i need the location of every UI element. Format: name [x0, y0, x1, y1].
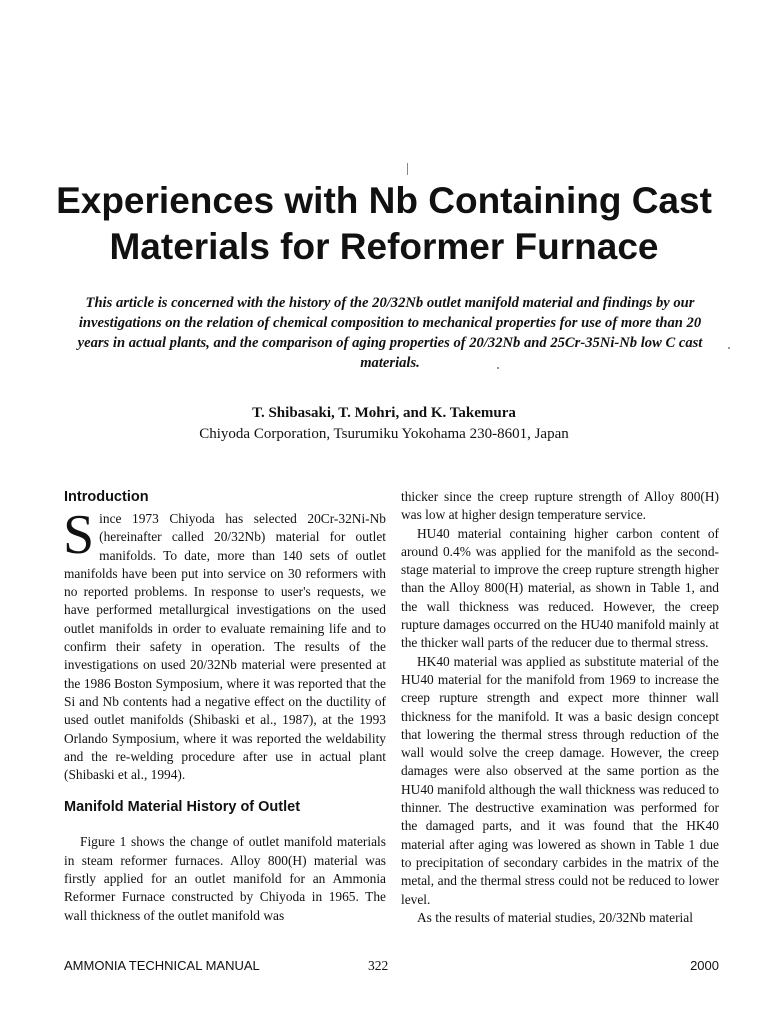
affiliation: Chiyoda Corporation, Tsurumiku Yokohama 230-8601, Japan [199, 426, 569, 442]
section-heading-introduction: Introduction [64, 489, 149, 505]
right-paragraph-continuation: thicker since the creep rupture strength of Alloy 800(H) was low at higher design temperature service. [401, 489, 719, 523]
right-paragraph-results: As the results of material studies, 20/32Nb material [417, 909, 693, 925]
article-title-line-2: Materials for Reformer Furnace [109, 226, 659, 267]
footer-page-number: 322 [368, 958, 389, 973]
right-column [401, 488, 719, 927]
drop-cap: S [63, 504, 95, 566]
introduction-text: ince 1973 Chiyoda has selected 20Cr-32Ni-Nb (hereinafter called 20/32Nb) material for outlet manifolds. To date, more than 140 sets of outlet manifolds have been put into service on 30 reformers with no reported problems. In response to user's requests, we have performed metallurgical investigations on the used outlet manifolds in order to evaluate remaining life and to confirm their safety in operation. The results of the investigations on used 20/32Nb material were presented at the 1986 Boston Symposium, where it was reported that the Si and Nb contents had a negative effect on the ductility of used outlet manifolds (Shibaski et al., 1987), at the 1993 Orlando Symposium, where it was reported the weldability and the re-welding procedure after use in actual plant (Shibaski et al., 1994). [64, 511, 386, 783]
footer-year: 2000 [690, 958, 719, 973]
introduction-paragraph [63, 504, 386, 784]
footer-journal: AMMONIA TECHNICAL MANUAL [64, 958, 260, 973]
right-paragraph-hu40: HU40 material containing higher carbon content of around 0.4% was applied for the manifold as the second-stage material to improve the creep rupture strength higher than the Alloy 800(H) material, as shown in Table 1, and the wall thickness was reduced. However, the creep rupture damages occurred on the HU40 manifold mainly at the thicker wall parts of the reducer due to thermal stress. [401, 525, 719, 651]
authors: T. Shibasaki, T. Mohri, and K. Takemura [252, 405, 516, 421]
article-title [0, 178, 768, 270]
section-heading-manifold-history: Manifold Material History of Outlet [64, 799, 301, 816]
article-title-line-1: Experiences with Nb Containing Cast [56, 180, 712, 221]
right-paragraph-hk40: HK40 material was applied as substitute material of the HU40 material for the manifold from 1969 to increase the creep rupture strength and expect more thinner wall thickness for the manifold. It was a basic design concept that lowering the thermal stress through reduction of the wall would solve the creep damage. However, the creep damages were also observed at the same portion as the HU40 manifold although the wall thickness was reduced to thinner. The destructive examination was performed for the damaged parts, and it was found that the HK40 material after aging was lowered as shown in Table 1 due to precipitation of secondary carbides in the matrix of the metal, and the thermal stress could not be reduced to lower level. [401, 653, 719, 907]
abstract: This article is concerned with the history of the 20/32Nb outlet manifold material and findings by our investigations on the relation of chemical composition to mechanical properties for use of more than 20 years in actual plants, and the comparison of aging properties of 20/32Nb and 25Cr-35Ni-Nb low C cast materials. [77, 295, 703, 371]
scan-speck [728, 347, 730, 349]
manifold-paragraph: Figure 1 shows the change of outlet manifold materials in steam reformer furnaces. Alloy 800(H) material was firstly applied for an outlet manifold for an Ammonia Reformer Furnace constructed by Chiyoda in 1965. The wall thickness of the outlet manifold was [64, 834, 386, 923]
left-column [64, 487, 386, 925]
scan-mark [407, 163, 408, 175]
